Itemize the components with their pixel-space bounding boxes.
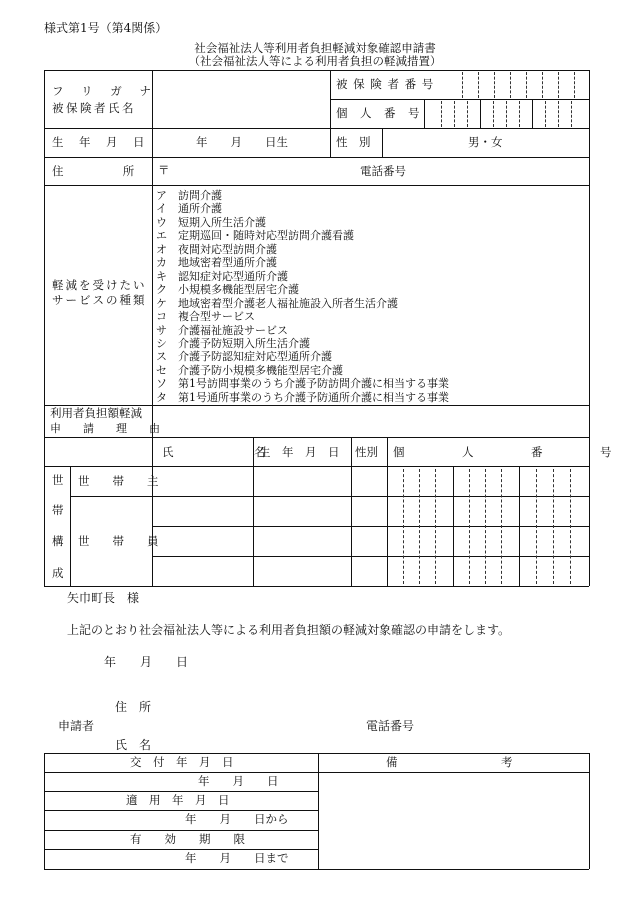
- service-item-name: 介護予防短期入所生活介護: [178, 336, 310, 350]
- services-label-line1: 軽減を受けたい: [52, 278, 147, 292]
- row-divider: [152, 556, 589, 557]
- col-divider: [253, 437, 254, 586]
- digit-divider: [494, 72, 495, 98]
- service-item-name: 地域密着型通所介護: [178, 256, 277, 270]
- digit-divider: [571, 101, 572, 127]
- household-head-label: 世 帯 主: [78, 474, 159, 488]
- service-item: [156, 325, 288, 336]
- row-divider: [44, 849, 318, 850]
- col-divider: [424, 99, 425, 128]
- service-item-key: エ: [156, 229, 167, 243]
- service-item: [156, 298, 398, 309]
- household-member-label: 世 帯 員: [78, 534, 159, 548]
- digit-divider: [419, 469, 420, 584]
- service-item-key: イ: [156, 202, 167, 216]
- service-item: [156, 378, 449, 389]
- table-border-top: [44, 70, 589, 71]
- valid-until-value: 年 月 日まで: [185, 851, 289, 865]
- insured-number-label: 被 保 険 者 番 号: [336, 77, 435, 91]
- service-item-key: オ: [156, 242, 167, 256]
- service-item-name: 介護予防小規模多機能型居宅介護: [178, 363, 343, 377]
- digit-divider: [574, 72, 575, 98]
- reason-label-line1: 利用者負担額軽減: [50, 406, 142, 420]
- col-divider: [387, 437, 388, 586]
- services-label-line2: サービスの種類: [52, 293, 147, 307]
- form-number: 様式第1号（第4関係）: [44, 21, 168, 35]
- col-divider: [330, 70, 331, 128]
- digit-divider: [519, 101, 520, 127]
- digit-divider: [441, 101, 442, 127]
- service-item: [156, 311, 255, 322]
- service-item-key: ア: [156, 189, 167, 202]
- digit-divider: [493, 101, 494, 127]
- table-border-bottom: [44, 869, 589, 870]
- service-item: [156, 244, 277, 255]
- row-divider: [330, 99, 589, 100]
- col-header-gender: 性別: [355, 445, 378, 459]
- remarks-label: 備 考: [386, 755, 513, 769]
- col-header-birthdate: 生 年 月 日: [259, 445, 340, 459]
- digit-divider: [510, 72, 511, 98]
- service-item: [156, 257, 277, 268]
- digit-group-divider: [532, 99, 533, 128]
- service-item-name: 夜間対応型訪問介護: [178, 242, 277, 256]
- service-item-key: ウ: [156, 215, 167, 229]
- service-item: [156, 203, 222, 214]
- household-side-char: 世: [52, 473, 64, 487]
- service-item: [156, 230, 354, 241]
- phone-label: 電話番号: [360, 164, 406, 178]
- service-item-name: 短期入所生活介護: [178, 215, 266, 229]
- service-item-name: 第1号通所事業のうち介護予防通所介護に相当する事業: [178, 390, 449, 404]
- row-divider: [44, 185, 589, 186]
- digit-divider: [485, 469, 486, 584]
- digit-divider: [467, 101, 468, 127]
- furigana-label: フ リ ガ ナ: [52, 84, 158, 98]
- service-item-key: カ: [156, 256, 167, 270]
- table-border-top: [44, 753, 589, 754]
- service-item: [156, 271, 288, 282]
- household-side-char: 構: [52, 534, 64, 548]
- digit-divider: [536, 469, 537, 584]
- digit-divider: [478, 72, 479, 98]
- applicant-address-label: 住 所: [115, 700, 152, 714]
- gender-options: 男・女: [468, 135, 503, 149]
- row-divider: [44, 791, 318, 792]
- issue-date-label: 交 付 年 月 日: [130, 755, 234, 769]
- service-item-name: 介護福祉施設サービス: [178, 323, 288, 337]
- row-divider: [44, 128, 589, 129]
- birthdate-value: 年 月 日生: [196, 135, 288, 149]
- digit-divider: [570, 469, 571, 584]
- postal-mark: 〒: [158, 163, 170, 177]
- row-divider: [44, 810, 318, 811]
- col-header-personal-number: 個 人 番 号: [393, 445, 612, 459]
- applicant-name-label: 氏 名: [115, 738, 152, 752]
- gender-label: 性 別: [336, 135, 371, 149]
- digit-divider: [454, 101, 455, 127]
- service-item-key: コ: [156, 310, 167, 324]
- row-divider: [70, 496, 589, 497]
- service-item-key: セ: [156, 363, 167, 377]
- service-item-key: シ: [156, 336, 167, 350]
- apply-date-label: 適 用 年 月 日: [126, 793, 230, 807]
- col-divider: [351, 437, 352, 586]
- service-item-key: サ: [156, 323, 167, 337]
- form-title: 社会福祉法人等利用者負担軽減対象確認申請書: [194, 41, 436, 55]
- service-item: [156, 392, 449, 403]
- service-item-name: 小規模多機能型居宅介護: [178, 283, 299, 297]
- digit-divider: [558, 101, 559, 127]
- addressee: 矢巾町長 様: [67, 591, 140, 605]
- row-divider: [44, 772, 589, 773]
- service-item: [156, 217, 266, 228]
- form-subtitle: （社会福祉法人等による利用者負担の軽減措置）: [188, 54, 442, 68]
- service-item-key: ス: [156, 350, 167, 364]
- digit-divider: [526, 72, 527, 98]
- applicant-phone-label: 電話番号: [366, 719, 415, 733]
- col-divider: [382, 128, 383, 157]
- digit-divider: [469, 469, 470, 584]
- service-item-key: ク: [156, 283, 167, 297]
- digit-divider: [545, 101, 546, 127]
- application-date: 年 月 日: [104, 655, 189, 669]
- col-header-name: 氏 名: [162, 445, 266, 459]
- birthdate-label: 生 年 月 日: [52, 135, 147, 149]
- service-item-name: 定期巡回・随時対応型訪問介護看護: [178, 229, 354, 243]
- digit-divider: [542, 72, 543, 98]
- service-item-key: タ: [156, 390, 167, 404]
- table-border-right: [589, 70, 590, 586]
- service-item-key: キ: [156, 269, 167, 283]
- reason-label-line2: 申 請 理 由: [50, 422, 160, 435]
- digit-divider: [558, 72, 559, 98]
- office-use-table: [44, 753, 589, 869]
- row-divider: [152, 526, 589, 527]
- service-item: [156, 284, 299, 295]
- col-divider: [318, 753, 319, 869]
- col-divider: [330, 128, 331, 157]
- digit-divider: [435, 469, 436, 584]
- issue-date-value: 年 月 日: [198, 774, 279, 788]
- digit-divider: [462, 72, 463, 98]
- col-divider: [70, 466, 71, 586]
- table-border-right: [589, 753, 590, 869]
- service-item: [156, 338, 310, 349]
- digit-divider: [501, 469, 502, 584]
- table-border-bottom: [44, 586, 589, 587]
- digit-divider: [506, 101, 507, 127]
- service-item-name: 訪問介護: [178, 189, 222, 202]
- service-item-key: ケ: [156, 296, 167, 310]
- applicant-table: [44, 70, 612, 586]
- service-item-name: 地域密着型介護老人福祉施設入所者生活介護: [178, 296, 398, 310]
- service-item-name: 第1号訪問事業のうち介護予防訪問介護に相当する事業: [178, 377, 449, 391]
- household-side-char: 成: [52, 566, 64, 580]
- valid-until-label: 有 効 期 限: [130, 832, 245, 846]
- service-item-name: 通所介護: [178, 202, 222, 216]
- digit-divider: [403, 469, 404, 584]
- table-border-left: [44, 753, 45, 869]
- applicant-label: 申請者: [58, 719, 95, 733]
- digit-group-divider: [519, 466, 520, 586]
- apply-date-value: 年 月 日から: [185, 812, 289, 826]
- row-divider: [44, 830, 318, 831]
- table-border-left: [44, 70, 45, 586]
- service-item: [156, 351, 332, 362]
- household-side-char: 帯: [52, 503, 64, 517]
- digit-divider: [553, 469, 554, 584]
- application-statement: 上記のとおり社会福祉法人等による利用者負担額の軽減対象確認の申請をします。: [67, 623, 511, 637]
- service-item-name: 介護予防認知症対応型通所介護: [178, 350, 332, 364]
- digit-group-divider: [453, 466, 454, 586]
- service-item-key: ソ: [156, 377, 167, 391]
- digit-group-divider: [480, 99, 481, 128]
- personal-number-label: 個 人 番 号: [336, 106, 420, 120]
- row-divider: [44, 466, 589, 467]
- col-divider: [152, 70, 153, 586]
- service-item-name: 認知症対応型通所介護: [178, 269, 288, 283]
- row-divider: [44, 157, 589, 158]
- row-divider: [44, 437, 589, 438]
- insured-name-label: 被保険者氏名: [52, 101, 136, 115]
- service-item-name: 複合型サービス: [178, 310, 255, 324]
- service-item: [156, 365, 343, 376]
- service-item: [156, 190, 222, 201]
- address-label: 住 所: [52, 164, 135, 178]
